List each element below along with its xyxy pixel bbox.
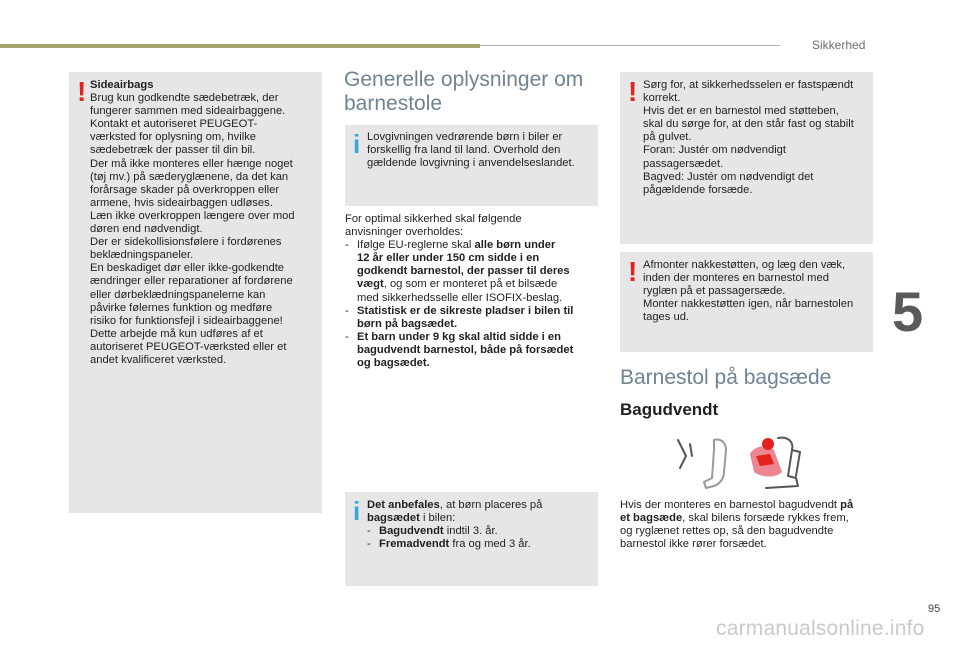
rear-facing-subheading: Bagudvendt — [620, 400, 719, 419]
chapter-number: 5 — [892, 280, 924, 343]
text-line: Dette arbejde må kun udføres af et — [90, 327, 263, 340]
rear-facing-paragraph — [620, 499, 880, 551]
text-line: Statistisk er de sikreste pladser i bilen til — [357, 304, 574, 317]
text-line: fungerer sammen med sideairbaggene. — [90, 105, 286, 118]
text-line: sædebetræk der passer til din bil. — [90, 144, 256, 157]
text-line: på gulvet. — [643, 131, 692, 144]
text-line: autoriseret PEUGEOT-værksted eller et — [90, 340, 287, 353]
text-line: beklædningspaneler. — [90, 249, 194, 262]
dash: - — [345, 304, 349, 317]
text-line: barnestol ikke rører forsædet. — [620, 538, 767, 551]
text-line: Foran: Justér om nødvendigt — [643, 144, 787, 157]
warning-exclamation-icon: ! — [628, 76, 638, 107]
text-span: alle børn under — [474, 239, 556, 252]
text-line: Der må ikke monteres eller hænge noget — [90, 157, 293, 170]
text-line: 12 år eller under 150 cm sidde i en — [357, 252, 540, 265]
dash: - — [345, 330, 349, 343]
safety-guidelines — [345, 213, 601, 370]
text-line: korrekt. — [643, 92, 681, 105]
text-line: passagersædet. — [643, 157, 724, 170]
text-line: Et barn under 9 kg skal altid sidde i en — [357, 330, 561, 343]
text-line: risiko for funktionsfejl i sideairbaggene! — [90, 314, 283, 327]
header-accent-bar — [0, 44, 480, 48]
text-line: skal du sørge for, at den står fast og stabilt — [643, 118, 854, 131]
page-number: 95 — [928, 603, 941, 615]
text-line: inden der monteres en barnestol med — [643, 272, 829, 285]
rear-seat-heading: Barnestol på bagsæde — [620, 366, 832, 389]
text-line: Afmonter nakkestøtten, og læg den væk, — [643, 259, 846, 271]
recommendation-info-box — [345, 492, 598, 586]
text-span: Fremadvendt — [379, 538, 450, 551]
text-line: med sikkerhedsselle eller ISOFIX-beslag. — [357, 291, 563, 304]
text-line: armene, hvis sideairbaggen udløses. — [90, 196, 273, 209]
text-line: ændringer eller reparationer af fordørene — [90, 275, 293, 288]
text-line: Sørg for, at sikkerhedsselen er fastspændt — [643, 79, 854, 91]
text-line: eller dørbeklædningspanelerne kan — [90, 288, 266, 301]
header-rule — [480, 45, 780, 46]
text-span: , skal bilens forsæde rykkes frem, — [682, 512, 849, 525]
text-line: Hvis det er en barnestol med støtteben, — [643, 105, 839, 118]
text-span: Ifølge EU-reglerne skal — [357, 239, 475, 252]
text-line: (tøj mv.) på sæderyglænene, da det kan — [90, 170, 289, 183]
sideairbag-warning-box — [69, 72, 322, 513]
front-seat-hint — [690, 444, 692, 456]
list-item — [367, 538, 597, 551]
text-span: Hvis der monteres en barnestol bagudvendt — [620, 499, 841, 511]
heading-line: barnestole — [344, 92, 443, 115]
text-line: ryglæn på et passagersæde. — [643, 285, 786, 298]
text-line: Der er sidekollisionsfølere i fordørenes — [90, 236, 282, 249]
child-seat — [750, 438, 782, 477]
text-line: Læn ikke overkroppen længere over mod — [90, 209, 295, 222]
text-line: Kontakt et autoriseret PEUGEOT- — [90, 118, 258, 131]
text-span: et bagsæde — [620, 512, 683, 525]
text-line: godkendt barnestol, der passer til deres — [357, 265, 570, 278]
text-line: døren end nødvendigt. — [90, 223, 203, 236]
front-seat-hint — [678, 440, 686, 468]
section-heading — [344, 68, 604, 116]
dash: - — [367, 538, 371, 551]
info-icon: i — [353, 496, 361, 526]
text-span: Bagudvendt — [379, 525, 444, 538]
dash: - — [345, 239, 349, 252]
text-span: i bilen: — [419, 512, 456, 525]
text-span: vægt — [357, 278, 384, 291]
dash: - — [367, 525, 371, 538]
text-line: bagudvendt barnestol, både på forsædet — [357, 343, 574, 356]
text-line: forårsage skader på overkroppen eller — [90, 183, 280, 196]
text-span: på — [840, 499, 854, 511]
info-icon: i — [353, 129, 361, 159]
text-span: fra og med 3 år. — [449, 538, 531, 551]
text-line: tages ud. — [643, 311, 690, 324]
text-span: bagsædet — [367, 512, 420, 525]
text-span: , at børn placeres på — [439, 499, 543, 511]
guideline-item — [345, 239, 601, 304]
warning-exclamation-icon: ! — [77, 76, 87, 107]
seatbelt-warning-box — [620, 72, 873, 244]
text-line: andet kvalificeret værksted. — [90, 353, 227, 366]
text-span: indtil 3. år. — [443, 525, 498, 538]
text-line: påvirke følernes funktion og medføre — [90, 301, 273, 314]
text-line: børn på bagsædet. — [357, 317, 458, 330]
guideline-item — [345, 305, 601, 331]
rear-facing-child-seat-illustration — [670, 432, 815, 494]
text-line: gældende lovgivning i anvendelseslandet. — [367, 157, 575, 170]
box-title: Sideairbags — [90, 79, 154, 91]
front-seat — [704, 439, 726, 488]
heading-line: Generelle oplysninger om — [344, 68, 584, 91]
text-line: anvisninger overholdes: — [345, 226, 464, 239]
text-line: og bagsædet. — [357, 357, 430, 370]
text-line: Brug kun godkendte sædebetræk, der — [90, 92, 279, 105]
text-span: , og som er monteret på et bilsæde — [383, 278, 558, 291]
legislation-info-box — [345, 125, 598, 206]
section-title: Sikkerhed — [812, 38, 866, 52]
text-line: værksted for oplysning om, hvilke — [90, 131, 257, 144]
text-span: Det anbefales — [367, 499, 440, 511]
text-line: og ryglænet rettes op, så den bagudvendte — [620, 525, 834, 538]
text-line: pågældende forsæde. — [643, 183, 753, 196]
text-line: En beskadiget dør eller ikke-godkendte — [90, 262, 285, 275]
text-line: forskellig fra land til land. Overhold den — [367, 144, 561, 157]
text-line: For optimal sikkerhed skal følgende — [345, 213, 522, 225]
warning-exclamation-icon: ! — [628, 256, 638, 287]
list-item — [367, 525, 597, 538]
text-line: Lovgivningen vedrørende børn i biler er — [367, 131, 563, 143]
text-line: Monter nakkestøtten igen, når barnestolen — [643, 298, 854, 311]
guideline-item — [345, 331, 601, 370]
headrest-warning-box — [620, 252, 873, 352]
text-line: Bagved: Justér om nødvendigt det — [643, 170, 814, 183]
watermark: carmanualsonline.info — [716, 617, 925, 640]
rear-seat — [792, 450, 800, 476]
